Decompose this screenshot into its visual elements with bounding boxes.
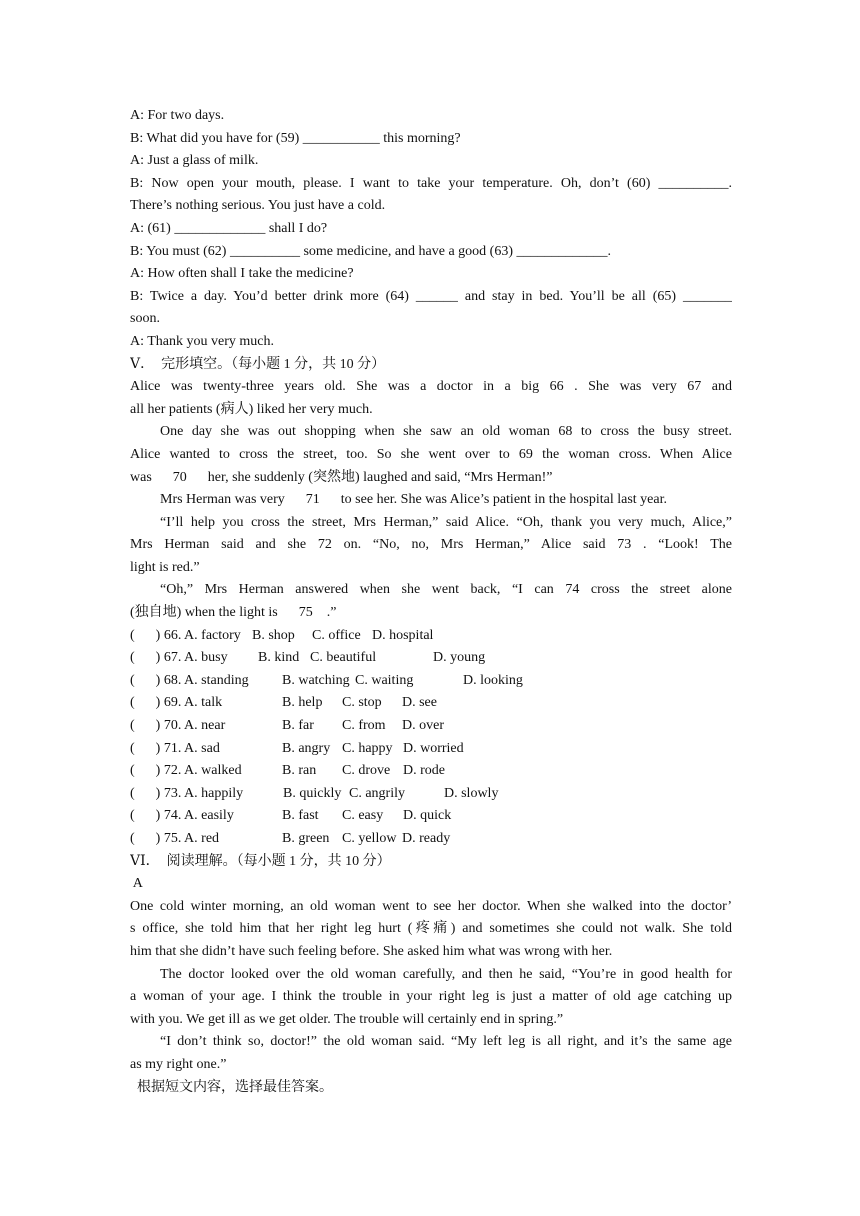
option-c: C. drove: [342, 763, 391, 779]
dialogue-line: B: Twice a day. You’d better drink more (64) ______ and stay in bed. You’ll be all (65) _______: [130, 288, 732, 304]
section-6-heading: ⅤⅠ． 阅读理解。（每小题 1 分，共 10 分）: [130, 853, 391, 869]
question-row: [130, 828, 732, 851]
option-d: D. young: [433, 650, 486, 666]
reading-passage: [130, 896, 732, 1077]
question-stem: ( ) 69. A. talk: [130, 695, 223, 711]
passage-line: light is red.”: [130, 559, 200, 575]
option-d: D. worried: [403, 740, 464, 756]
question-row: [130, 738, 732, 761]
dialogue-line: There’s nothing serious. You just have a cold.: [130, 198, 386, 214]
question-stem: ( ) 75. A. red: [130, 831, 220, 846]
option-b: B. green: [282, 831, 330, 846]
question-stem: ( ) 74. A. easily: [130, 808, 234, 824]
passage-line: him that she didn’t have such feeling before. She asked him what was wrong with her.: [130, 943, 613, 959]
option-b: B. far: [282, 718, 314, 734]
question-stem: ( ) 72. A. walked: [130, 763, 242, 779]
passage-line: (独自地) when the light is 75 .”: [130, 605, 337, 621]
passage-line: as my right one.”: [130, 1056, 227, 1072]
passage-line: was 70 her, she suddenly (突然地) laughed and said, “Mrs Herman!”: [130, 469, 553, 485]
option-b: B. quickly: [283, 785, 342, 801]
option-d: D. slowly: [444, 785, 499, 801]
passage-line: One cold winter morning, an old woman went to see her doctor. When she walked into the doctor’: [130, 898, 732, 914]
option-c: C. angrily: [349, 785, 405, 801]
question-stem: ( ) 73. A. happily: [130, 785, 244, 801]
option-b: B. kind: [258, 650, 300, 666]
passage-line: “I’ll help you cross the street, Mrs Herman,” said Alice. “Oh, thank you very much, Alice,”: [160, 514, 732, 530]
option-b: B. watching: [282, 672, 350, 688]
question-row: [130, 692, 732, 715]
question-row: [130, 670, 732, 693]
question-row: [130, 625, 732, 648]
dialogue-line: A: Just a glass of milk.: [130, 153, 259, 169]
option-d: D. see: [402, 695, 437, 711]
passage-line: The doctor looked over the old woman carefully, and then he said, “You’re in good health for: [160, 966, 732, 982]
option-b: B. ran: [282, 763, 317, 779]
question-stem: ( ) 66. A. factory: [130, 627, 241, 643]
dialogue-line: A: Thank you very much.: [130, 333, 274, 349]
option-d: D. rode: [403, 763, 445, 779]
option-b: B. help: [282, 695, 323, 711]
option-c: C. beautiful: [310, 650, 377, 666]
passage-line: Alice wanted to cross the street, too. So she went over to 69 the woman cross. When Alice: [130, 446, 732, 462]
passage-line: “I don’t think so, doctor!” the old woman said. “My left leg is all right, and it’s the same age: [160, 1034, 732, 1050]
passage-line: Mrs Herman said and she 72 on. “No, no, Mrs Herman,” Alice said 73 . “Look! The: [130, 537, 732, 553]
question-row: [130, 647, 732, 670]
dialogue-line: A: (61) _____________ shall I do?: [130, 220, 328, 236]
question-stem: ( ) 70. A. near: [130, 718, 226, 734]
option-b: B. angry: [282, 740, 331, 756]
question-row: [130, 760, 732, 783]
passage-line: s office, she told him that her right leg hurt (疼痛) and sometimes she could not walk. She told: [130, 921, 732, 937]
reading-instruction: 根据短文内容，选择最佳答案。: [130, 1079, 333, 1095]
passage-line: Mrs Herman was very 71 to see her. She was Alice’s patient in the hospital last year.: [160, 492, 668, 508]
question-stem: ( ) 68. A. standing: [130, 672, 249, 688]
dialogue-line: soon.: [130, 311, 160, 327]
cloze-passage: [130, 376, 732, 625]
question-stem: ( ) 67. A. busy: [130, 650, 228, 666]
passage-line: “Oh,” Mrs Herman answered when she went back, “I can 74 cross the street alone: [160, 582, 732, 598]
question-row: [130, 805, 732, 828]
option-c: C. office: [312, 627, 361, 643]
option-d: D. quick: [403, 808, 452, 824]
dialogue-line: B: Now open your mouth, please. I want to take your temperature. Oh, don’t (60) __________.: [130, 175, 732, 191]
document-page: [130, 105, 732, 1099]
option-c: C. from: [342, 718, 386, 734]
passage-line: with you. We get ill as we get older. The trouble will certainly end in spring.”: [130, 1011, 564, 1027]
option-d: D. over: [402, 718, 444, 734]
cloze-questions: [130, 625, 732, 851]
dialogue-line: B: You must (62) __________ some medicine, and have a good (63) _____________.: [130, 243, 612, 259]
passage-line: a woman of your age. I think the trouble in your right leg is just a matter of old age catching up: [130, 989, 732, 1005]
dialogue-line: A: For two days.: [130, 108, 225, 123]
option-b: B. fast: [282, 808, 319, 824]
passage-line: One day she was out shopping when she saw an old woman 68 to cross the busy street.: [160, 424, 732, 440]
option-c: C. happy: [342, 740, 393, 756]
question-stem: ( ) 71. A. sad: [130, 740, 220, 756]
question-row: [130, 783, 732, 806]
passage-label: A: [130, 876, 143, 892]
dialogue: [130, 105, 732, 354]
option-c: C. easy: [342, 808, 384, 824]
dialogue-line: A: How often shall I take the medicine?: [130, 266, 354, 282]
option-b: B. shop: [252, 627, 295, 643]
passage-line: Alice was twenty-three years old. She was a doctor in a big 66 . She was very 67 and: [130, 379, 732, 395]
question-row: [130, 715, 732, 738]
section-5-heading: Ⅴ． 完形填空。（每小题 1 分，共 10 分）: [130, 356, 386, 372]
option-c: C. waiting: [355, 672, 414, 688]
option-c: C. stop: [342, 695, 382, 711]
option-c: C. yellow: [342, 831, 397, 846]
passage-line: all her patients (病人) liked her very much.: [130, 401, 373, 417]
option-d: D. looking: [463, 672, 523, 688]
dialogue-line: B: What did you have for (59) ___________ this morning?: [130, 130, 461, 146]
option-d: D. ready: [402, 831, 451, 846]
option-d: D. hospital: [372, 627, 434, 643]
